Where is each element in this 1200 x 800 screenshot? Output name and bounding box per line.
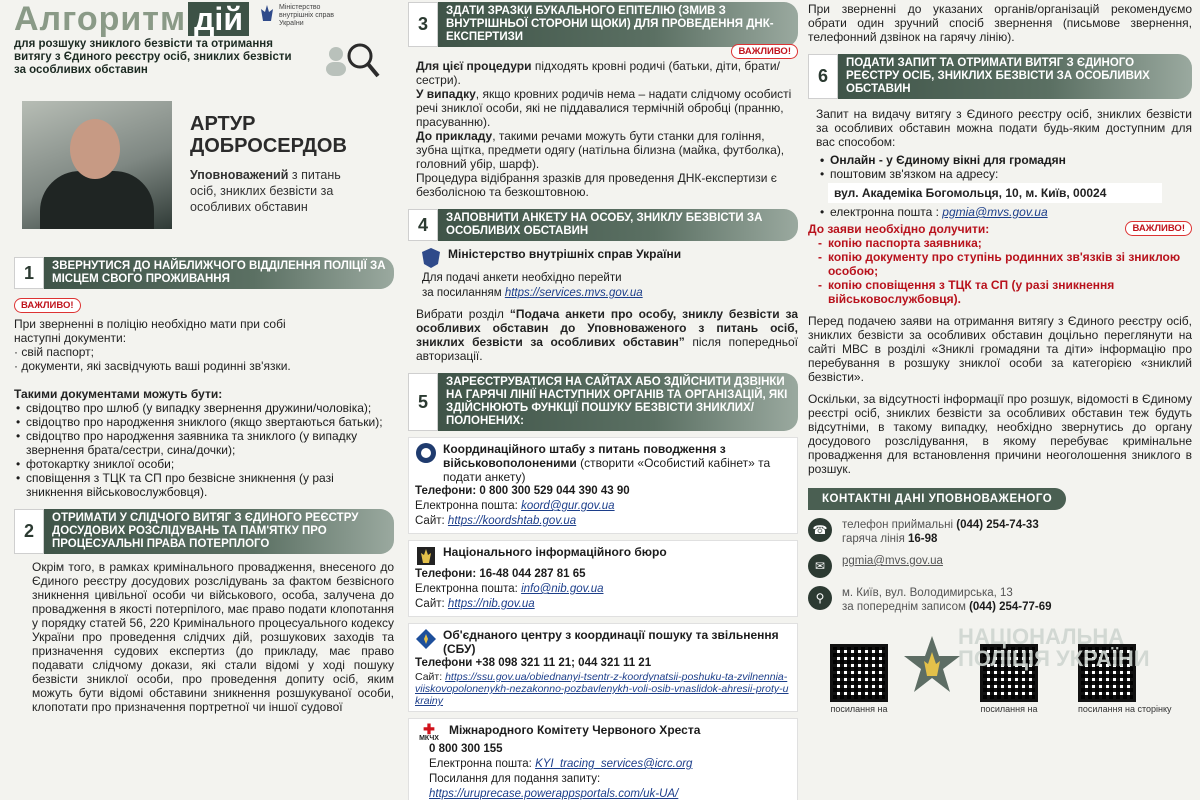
email-link[interactable]: pgmia@mvs.gov.ua — [942, 205, 1048, 219]
phone-icon: ☎ — [808, 518, 832, 542]
section-2-header — [14, 509, 394, 554]
services-link[interactable]: https://services.mvs.gov.ua — [504, 287, 643, 299]
sbu-emblem-icon — [415, 628, 437, 650]
submission-methods — [808, 153, 1192, 181]
ministry-name: Міністерство внутрішніх справ України — [278, 4, 334, 27]
column-left — [14, 0, 394, 800]
section-6-text: Запит на видачу витягу з Єдиного реєстру осіб, зниклих безвісти за особливих обставин можна подати будь-яким доступним для вас способом: — [816, 107, 1192, 149]
section-4-header — [408, 209, 798, 241]
method-online: • Онлайн - у Єдиному вікні для громадян — [818, 153, 1192, 167]
contact-address: ⚲ м. Київ, вул. Володимирська, 13 за попереднім записом (044) 254-77-69 — [808, 586, 1192, 614]
red-cross-icon: ✚ — [423, 721, 435, 737]
list-item: - копію сповіщення з ТЦК та СП (у разі зникнення військовослужбовця). — [816, 278, 1192, 306]
site-link[interactable]: https://ssu.gov.ua/obiednanyi-tsentr-z-koordynatsii-poshuku-ta-zvilnennia-viiskovopolonenykh-nezakonno-pozbavlenykh-voli-osib-vnaslidok-ahresii-proty-ukrainy — [415, 671, 789, 707]
section-title: ЗВЕРНУТИСЯ ДО НАЙБЛИЖЧОГО ВІДДІЛЕННЯ ПОЛІЦІЇ ЗА МІСЦЕМ СВОГО ПРОЖИВАННЯ — [44, 257, 394, 289]
section-title: ЗДАТИ ЗРАЗКИ БУКАЛЬНОГО ЕПІТЕЛІЮ (ЗМИВ З ВНУТРІШНЬОЇ СТОРОНИ ЩОКИ) ДЛЯ ПРОВЕДЕННЯ ДНК-ЕКСПЕРТИЗИ — [438, 2, 798, 47]
section-number: 3 — [408, 2, 438, 47]
method-email: • електронна пошта : pgmia@mvs.gov.ua — [818, 205, 1192, 219]
person-role: Уповноважений з питань осіб, зниклих безвісти за особливих обставин — [190, 168, 341, 214]
list-item: • свідоцтво про шлюб (у випадку звернення дружини/чоловіка); — [14, 401, 394, 415]
qr-codes: посилання на посилання на посилання на сторінку НАЦІОНАЛЬНА ПОЛІЦІЯ УКРАЇНИ — [830, 624, 1172, 714]
section-title: ПОДАТИ ЗАПИТ ТА ОТРИМАТИ ВИТЯГ З ЄДИНОГО РЕЄСТРУ ОСІБ, ЗНИКЛИХ БЕЗВІСТИ ЗА ОСОБЛИВИХ ОБСТАВИН — [838, 54, 1192, 99]
org-icrc: ✚ МКЧХ Міжнародного Комітету Червоного Хреста 0 800 300 155 Електронна пошта: KYI_tracing_services@icrc.org Посилання для подання запиту: https://uruprecase.powerappsportals.com/uk-UA/ — [408, 718, 798, 800]
section-5-header — [408, 373, 798, 431]
org-nib: Національного інформаційного бюро Телефони: 16-48 044 287 81 65 Електронна пошта: info@nib.gov.ua Сайт: https://nib.gov.ua — [408, 540, 798, 617]
important-badge: ВАЖЛИВО! — [731, 44, 798, 59]
section-number: 4 — [408, 209, 438, 241]
section-number: 1 — [14, 257, 44, 289]
header — [14, 2, 394, 36]
more-docs-list — [14, 401, 394, 499]
mvs-org: Міністерство внутрішніх справ України — [408, 247, 798, 269]
site-link[interactable]: https://koordshtab.gov.ua — [447, 515, 577, 527]
person-last-name: ДОБРОСЕРДОВ — [190, 135, 347, 157]
section-3-p2: У випадку, якщо кровних родичів нема – надати слідчому особисті речі зниклої особи, які не піддавалися термічній обробці (пранню, прасуванню). — [416, 87, 792, 129]
important-badge: ВАЖЛИВО! — [14, 298, 81, 313]
section-title: ЗАПОВНИТИ АНКЕТУ НА ОСОБУ, ЗНИКЛУ БЕЗВІСТИ ЗА ОСОБЛИВИХ ОБСТАВИН — [438, 209, 798, 241]
subtitle: для розшуку зниклого безвісти та отримання витягу з Єдиного реєстру осіб, зниклих безвісти за особливих обставин — [14, 38, 292, 76]
search-people-icon — [324, 40, 380, 80]
post-address: вул. Академіка Богомольця, 10, м. Київ, 00024 — [828, 183, 1162, 203]
icrc-abbr: МКЧХ — [419, 735, 439, 742]
commissioner-card — [14, 101, 394, 229]
section-4-text: Вибрати розділ “Подача анкети про особу, зниклу безвісти за особливих обставин до Уповноваженого з питань осіб, зниклих безвісти за особливих обставин” після попередньої авторизації. — [416, 307, 798, 363]
doc-item: · документи, які засвідчують ваші родинні зв'язки. — [14, 359, 291, 373]
section-2-text: Окрім того, в рамках кримінального провадження, внесеного до Єдиного реєстру досудових розслідувань за фактом безвісного зникнення цивільної особи чи військового, особа, залучена до провадження в якості потерпілого, має право подати клопотання у порядку статей 56, 220 Кримінального процесуального кодексу України про проведення слідчих дій, розшукових заходів та призначення судових експертиз (до прикладу, має право подавати слідчому докази, які стали відомі у ході пошуку безвісти зниклої особи, про проведення допиту осіб, яким можуть бути відомі обставини зникнення розшукуваної особи, клопотати про призначення портретної чи іншої судової — [32, 560, 394, 714]
method-post: • поштовим зв'язком на адресу: — [818, 167, 1192, 181]
org-sbu: Об'єднаного центру з координації пошуку та звільнення (СБУ) Телефони +38 098 321 11 21; 044 321 11 21 Сайт: https://ssu.gov.ua/obiednanyi-tsentr-z-koordynatsii-poshuku-ta-zvilnennia-viiskovopolonenykh-nezakonno-pozbavlenykh-voli-osib-vnaslidok-ahresii-proty-ukrainy — [408, 623, 798, 712]
list-item: • свідоцтво про народження заявника та зниклого (у випадку звернення брата/сестри, сина/дочки); — [14, 429, 394, 457]
list-item: • сповіщення з ТЦК та СП про безвісне зникнення (у разі зникнення військовослужбовця). — [14, 471, 394, 499]
section-number: 5 — [408, 373, 438, 431]
list-item: • свідоцтво про народження зниклого (якщо звертаються батьки); — [14, 415, 394, 429]
column-right — [808, 0, 1192, 800]
site-link[interactable]: https://nib.gov.ua — [447, 598, 535, 610]
section-3-p4: Процедура відібрання зразків для проведення ДНК-експертизи є безболісною та безкоштовною. — [416, 171, 777, 199]
email-link[interactable]: koord@gur.gov.ua — [521, 500, 615, 512]
nib-emblem-icon — [415, 545, 437, 567]
attach-list — [808, 236, 1192, 306]
email-link[interactable]: KYI_tracing_services@icrc.org — [535, 758, 693, 770]
section-3-p3: До прикладу, такими речами можуть бути станки для гоління, зубна щітка, предмети одягу (натільна білизна (майка, футболка), головний убір, шарф). — [416, 129, 785, 171]
section-number: 2 — [14, 509, 44, 554]
attach-title: До заяви необхідно долучити: — [808, 221, 990, 236]
title-word-1: Алгоритм — [14, 0, 187, 38]
person-first-name: АРТУР — [190, 113, 256, 135]
section-title: ОТРИМАТИ У СЛІДЧОГО ВИТЯГ З ЄДИНОГО РЕЄСТРУ ДОСУДОВИХ РОЗСЛІДУВАНЬ ТА ПАМ'ЯТКУ ПРО ПРОЦЕСУАЛЬНІ ПРАВА ПОТЕРПЛОГО — [44, 509, 394, 554]
email-link[interactable]: info@nib.gov.ua — [521, 583, 604, 595]
site-link[interactable]: https://uruprecase.powerappsportals.com/uk-UA/ — [429, 788, 679, 800]
section-number: 6 — [808, 54, 838, 99]
form-link-line-2: за посиланням https://services.mvs.gov.ua — [422, 287, 643, 299]
trident-icon — [259, 4, 275, 24]
section-1-header — [14, 257, 394, 289]
ministry-logo — [259, 4, 349, 28]
list-item: - копію документу про ступінь родинних зв'язків зі зниклою особою; — [816, 250, 1192, 278]
mail-icon: ✉ — [808, 554, 832, 578]
commissioner-photo — [22, 101, 172, 229]
list-item: • фотокартку зниклої особи; — [14, 457, 394, 471]
contact-phone: ☎ телефон приймальні (044) 254-74-33 гаряча лінія 16-98 — [808, 518, 1192, 546]
mvs-emblem-icon — [420, 247, 442, 269]
police-watermark: НАЦІОНАЛЬНА ПОЛІЦІЯ УКРАЇНИ — [958, 624, 1150, 671]
location-pin-icon: ⚲ — [808, 586, 832, 610]
doc-item: · свій паспорт; — [14, 345, 94, 359]
section-1-intro: При зверненні в поліцію необхідно мати при собі наступні документи: — [14, 317, 286, 345]
email-link[interactable]: pgmia@mvs.gov.ua — [842, 555, 943, 567]
title-word-2: дій — [188, 2, 249, 36]
col3-p2: Оскільки, за відсутності інформації про розшук, відомості в Єдиному реєстрі осіб, зниклих безвісти за особливих обставин теж будуть відсутніми, в такому випадку, необхідно звернутись до органу досудового розслідування, в якому перебуває кримінальне провадження для встановлення причини неоголошення зниклого в розшук. — [808, 392, 1192, 476]
col3-p1: Перед подачею заяви на отримання витягу з Єдиного реєстру осіб, зниклих безвісти за особливих обставин доцільно переглянути на сайті МВС в розділі «Зниклі громадяни та діти» інформацію про перебування в розшуку зниклої особи за категорією «зниклий безвісти». — [808, 314, 1192, 384]
contact-email — [808, 554, 1192, 578]
more-docs-title: Такими документами можуть бути: — [14, 387, 223, 401]
section-title: ЗАРЕЄСТРУВАТИСЯ НА САЙТАХ АБО ЗДІЙСНИТИ ДЗВІНКИ НА ГАРЯЧІ ЛІНІЇ НАСТУПНИХ ОРГАНІВ ТА ОРГАНІЗАЦІЙ, ЯКІ ЗДІЙСНЮЮТЬ ФУНКЦІЇ ПОШУКУ БЕЗВІСТИ ЗНИКЛИХ/ПОЛОНЕНИХ: — [438, 373, 798, 431]
list-item: - копію паспорта заявника; — [816, 236, 1192, 250]
qr-code[interactable] — [830, 644, 888, 702]
police-star-icon — [902, 634, 962, 704]
section-6-header — [808, 54, 1192, 99]
form-link-line-1: Для подачі анкети необхідно перейти — [422, 272, 622, 284]
koordshtab-emblem-icon — [415, 442, 437, 464]
section-3-p1: Для цієї процедури підходять кровні родичі (батьки, діти, брати/сестри). — [416, 59, 780, 87]
required-docs-list — [14, 345, 394, 373]
col3-intro: При зверненні до указаних органів/організацій рекомендуємо обрати один зручний спосіб звернення (письмове звернення, телефонний дзвінок на гарячу лінію). — [808, 2, 1192, 44]
column-middle — [408, 0, 798, 800]
important-badge: ВАЖЛИВО! — [1125, 221, 1192, 236]
org-koordshtab: Координаційного штабу з питань поводження з військовополоненими (створити «Особистий кабінет» та подати анкету) Телефони: 0 800 300 529 044 390 43 90 Електронна пошта: koord@gur.gov.ua Сайт: https://koordshtab.gov.ua — [408, 437, 798, 534]
contacts-header: КОНТАКТНІ ДАНІ УПОВНОВАЖЕНОГО — [808, 488, 1066, 510]
